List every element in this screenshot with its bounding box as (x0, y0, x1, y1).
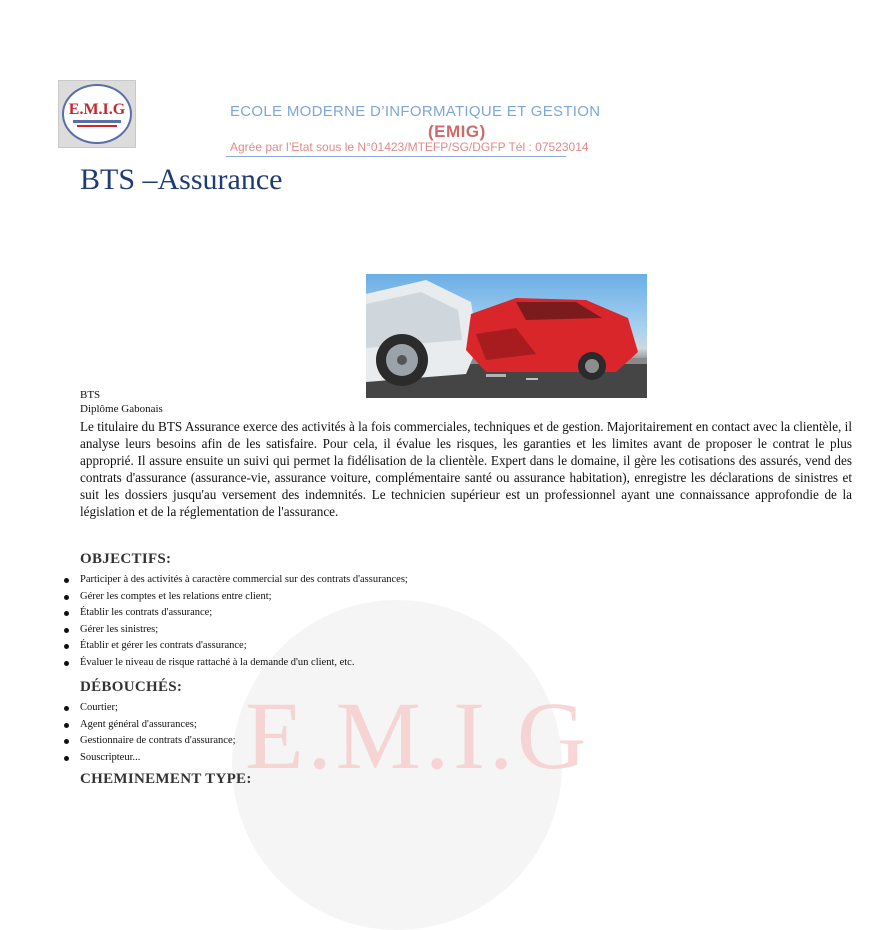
cheminement-heading: CHEMINEMENT TYPE: (80, 771, 252, 787)
debouches-list (64, 700, 236, 766)
list-item: Évaluer le niveau de risque rattaché à la demande d'un client, etc. (64, 655, 408, 672)
objectifs-list (64, 572, 408, 672)
page-title: BTS –Assurance (80, 163, 283, 196)
list-item: Établir et gérer les contrats d'assurance; (64, 638, 408, 655)
list-item: Gérer les sinistres; (64, 622, 408, 639)
intro-paragraph: Le titulaire du BTS Assurance exerce des activités à la fois commerciales, techniques et de gestion. Majoritairement en contact avec la clientèle, il analyse leurs besoins afin de les satisfaire. Pour cela, il évalue les risques, les garanties et les limites avant de proposer le contrat le plus approprié. Il assure ensuite un suivi qui permet la fidélisation de la clientèle. Expert dans le domaine, il gère les cotisations des assurés, vend des contrats d'assurance (assurance-vie, assurance voiture, complémentaire santé ou assurance habitation), enregistre les déclarations de sinistres et suit les dossiers jusqu'au versement des indemnités. Le technicien supérieur est un professionnel ayant une connaissance approfondie de la législation et de la réglementation de l'assurance. (80, 419, 852, 519)
objectifs-heading: OBJECTIFS: (80, 551, 172, 567)
logo-stripe-red (77, 125, 117, 127)
car-crash-photo (366, 274, 647, 398)
logo-emblem (62, 84, 132, 144)
list-item: Agent général d'assurances; (64, 717, 236, 734)
list-item: Souscripteur... (64, 750, 236, 767)
list-item: Participer à des activités à caractère commercial sur des contrats d'assurances; (64, 572, 408, 589)
school-abbreviation: (EMIG) (428, 122, 486, 141)
list-item: Gérer les comptes et les relations entre client; (64, 589, 408, 606)
intro-diploma: Diplôme Gabonais (80, 403, 163, 415)
list-item: Établir les contrats d'assurance; (64, 605, 408, 622)
logo-text: E.M.I.G (68, 100, 126, 118)
list-item: Gestionnaire de contrats d'assurance; (64, 733, 236, 750)
watermark-text: E.M.I.G (245, 682, 591, 789)
car-crash-illustration (366, 274, 647, 398)
agreement-line: Agrée par l’Etat sous le N°01423/MTEFP/SG/DGFP Tél : 07523014 (230, 140, 589, 154)
school-logo (58, 80, 136, 148)
logo-stripe (73, 120, 121, 123)
list-item: Courtier; (64, 700, 236, 717)
debouches-heading: DÉBOUCHÉS: (80, 679, 183, 695)
school-name: ECOLE MODERNE D’INFORMATIQUE ET GESTION (230, 103, 601, 120)
intro-bts: BTS (80, 389, 101, 401)
header-divider (226, 156, 566, 157)
